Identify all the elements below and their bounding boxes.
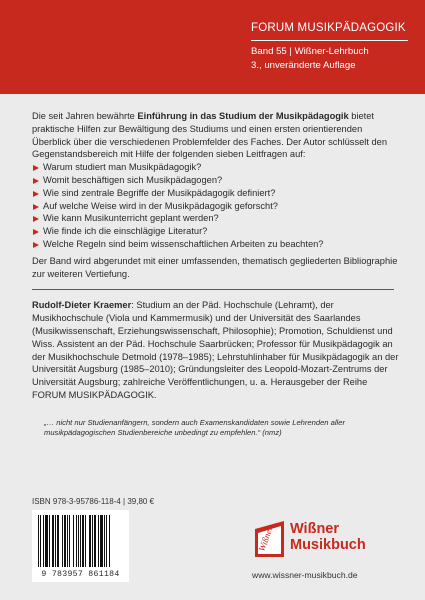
author-bio [32, 299, 402, 401]
barcode-bar [76, 515, 77, 567]
barcode-bar [69, 515, 70, 567]
band-info: Band 55 | Wißner-Lehrbuch [251, 46, 369, 57]
book-title: Einführung in das Studium der Musikpädagogik [137, 111, 349, 121]
barcode [32, 510, 129, 582]
blurb [32, 110, 402, 438]
section-divider [32, 289, 394, 290]
barcode-bar [57, 515, 59, 567]
barcode-bar [94, 515, 96, 567]
barcode-bar [82, 515, 84, 567]
header-divider [251, 40, 408, 41]
barcode-bar [89, 515, 91, 567]
edition-info: 3., unveränderte Auflage [251, 60, 356, 71]
intro-lead: Die seit Jahren bewährte [32, 111, 138, 121]
barcode-bar [98, 515, 99, 567]
barcode-bar [106, 515, 107, 567]
barcode-bar [55, 515, 56, 567]
barcode-bar [40, 515, 41, 567]
barcode-bar [73, 515, 74, 567]
barcode-bar [52, 515, 54, 567]
question-item: Warum studiert man Musikpädagogik? [32, 161, 402, 174]
author-name: Rudolf-Dieter Kraemer [32, 300, 132, 311]
closing-paragraph: Der Band wird abgerundet mit einer umfassenden, thematisch gegliederten Bibliographie zur weiteren Vertiefung. [32, 255, 398, 279]
question-item: Auf welche Weise wird in der Musikpädagogik geforscht? [32, 200, 402, 213]
barcode-digits: 9 783957 861184 [41, 570, 120, 579]
publisher-name-line2: Musikbuch [290, 537, 366, 553]
barcode-bar [100, 515, 103, 567]
barcode-bar [67, 515, 68, 567]
barcode-bar [80, 515, 81, 567]
question-item: Wie finde ich die einschlägige Literatur? [32, 225, 402, 238]
publisher-logo-icon [253, 519, 286, 559]
question-item: Wie kann Musikunterricht geplant werden? [32, 212, 402, 225]
barcode-bar [45, 515, 48, 567]
barcode-bar [49, 515, 50, 567]
review-quote: „… nicht nur Studienanfängern, sondern auch Examenskandidaten sowie Lehrenden aller musikpädagogischen Studienbereiche unbedingt zu empfehlen.“ (nmz) [44, 417, 345, 437]
question-item: Wie sind zentrale Begriffe der Musikpädagogik definiert? [32, 187, 402, 200]
barcode-bar [104, 515, 105, 567]
question-item: Womit beschäftigen sich Musikpädagogen? [32, 174, 402, 187]
publisher-url[interactable]: www.wissner-musikbuch.de [252, 570, 358, 580]
barcode-bar [92, 515, 93, 567]
barcode-bar [78, 515, 79, 567]
barcode-bar [85, 515, 86, 567]
author-bio-text: : Studium an der Päd. Hochschule (Lehramt), der Musikhochschule (Viola und Kammermusik) und der Universität des Saarlandes (Musikwissenschaft, Erziehungswissenschaft, Philosophie); Promotion, Schuldienst und Wiss. Assistent an der Päd. Hochschule Saarbrücken; Professor für Musikpädagogik an der Musikhochschule Detmold (1978–1985); Lehrstuhlinhaber für Musikpädagogik an der Universität Augsburg (1985–2010); Gründungsleiter des Leopold-Mozart-Zentrums der Universität Augsburg; zahlreiche Veröffentlichungen, u. a. Herausgeber der Reihe FORUM MUSIKPÄDAGOGIK. [32, 300, 399, 400]
guiding-questions-list [32, 161, 402, 251]
barcode-bar [109, 515, 110, 567]
intro-rest: bietet praktische Hilfen zur Bewältigung des Studiums und einen ersten orientierenden Überblick über die verschiedenen Problemfelder des Faches. Der Autor schlüsselt den Gegenstandsbereich mit Hilfe der folgenden sieben Leitfragen auf: [32, 111, 388, 160]
cover-header-band [0, 0, 425, 94]
publisher-name [290, 521, 366, 553]
barcode-bar [64, 515, 66, 567]
barcode-bar [62, 515, 63, 567]
isbn-price: ISBN 978-3-95786-118-4 | 39,80 € [32, 497, 155, 506]
barcode-bars [38, 515, 123, 567]
question-item: Welche Regeln sind beim wissenschaftlichen Arbeiten zu beachten? [32, 238, 402, 251]
barcode-bar [43, 515, 44, 567]
intro-paragraph [32, 110, 402, 161]
publisher-logo-lettering: Wißner [256, 524, 275, 553]
series-title: FORUM MUSIKPÄDAGOGIK [251, 22, 406, 34]
barcode-bar [38, 515, 39, 567]
publisher-name-line1: Wißner [290, 521, 340, 537]
